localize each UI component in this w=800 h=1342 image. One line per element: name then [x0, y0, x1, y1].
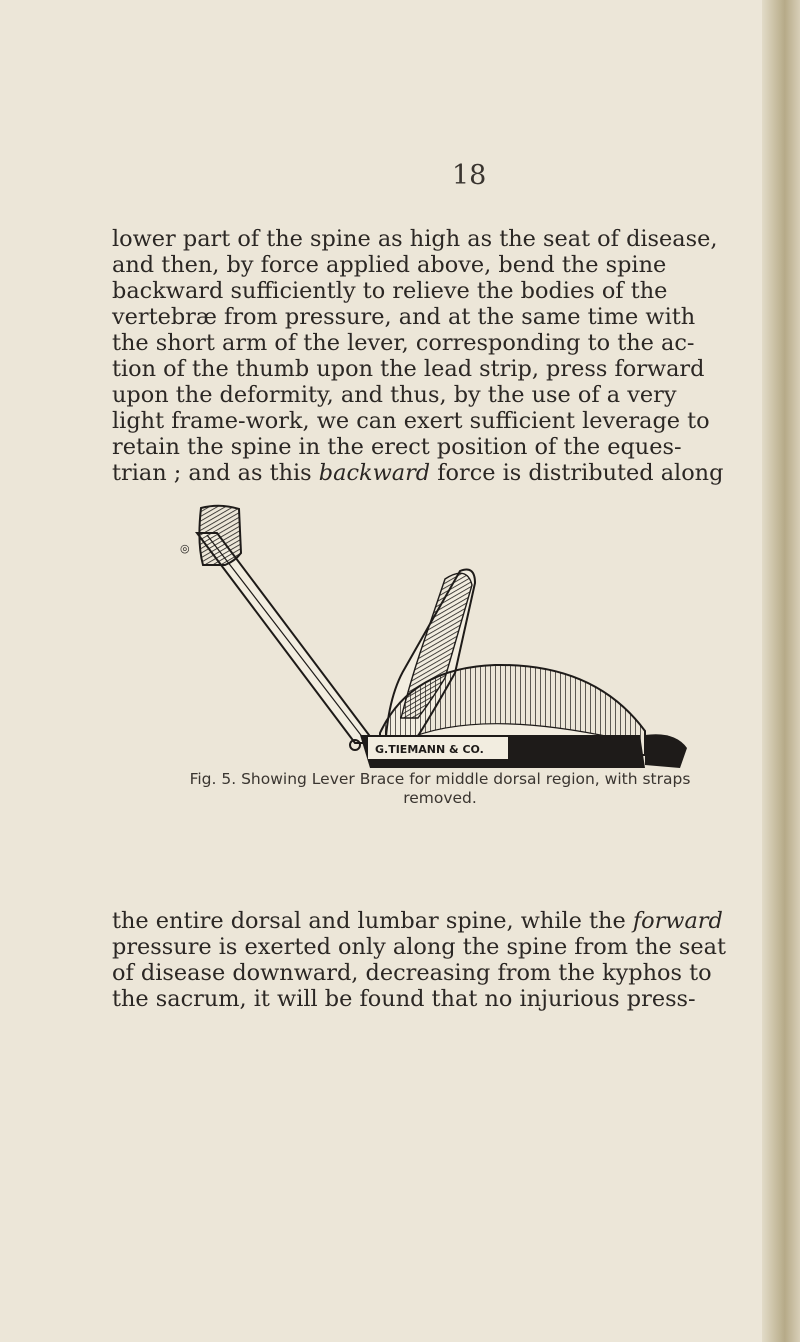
line-text: trian ; and as this: [112, 460, 319, 486]
paragraph-2: [112, 908, 727, 1012]
emphasis-forward: forward: [632, 908, 723, 934]
paragraph-1-last-line: [112, 460, 724, 486]
page-number: 18: [452, 160, 487, 191]
lever-brace-engraving: [175, 503, 695, 768]
paragraph-1-line: tion of the thumb upon the lead strip, press forward: [112, 356, 705, 382]
paragraph-2-line: of disease downward, decreasing from the kyphos to: [112, 960, 712, 986]
figure-caption: [160, 770, 720, 808]
lever-brace-figure: [175, 503, 695, 768]
caption-line: removed.: [403, 789, 477, 807]
upper-left-pad: [199, 506, 241, 565]
emphasis-backward: backward: [318, 460, 431, 486]
paragraph-1-line: vertebræ from pressure, and at the same time with: [112, 304, 696, 330]
paragraph-1-line: and then, by force applied above, bend the spine: [112, 252, 667, 278]
paragraph-1-line: retain the spine in the erect position of the eques-: [112, 434, 682, 460]
page-edge-shadow: [762, 0, 800, 1342]
line-text: the entire dorsal and lumbar spine, while the: [112, 908, 633, 934]
caption-line: Fig. 5. Showing Lever Brace for middle dorsal region, with straps: [189, 770, 691, 788]
paragraph-1: [112, 226, 724, 486]
svg-text:◎: ◎: [180, 542, 190, 555]
paragraph-1-line: backward sufficiently to relieve the bodies of the: [112, 278, 668, 304]
paragraph-1-line: light frame-work, we can exert sufficient leverage to: [112, 408, 710, 434]
paragraph-1-line: lower part of the spine as high as the seat of disease,: [112, 226, 718, 252]
paragraph-2-line: pressure is exerted only along the spine from the seat: [112, 934, 727, 960]
paragraph-1-line: upon the deformity, and thus, by the use of a very: [112, 382, 677, 408]
paragraph-2-line: the sacrum, it will be found that no injurious press-: [112, 986, 696, 1012]
paragraph-2-first-line: [112, 908, 723, 934]
maker-label: G.TIEMANN & CO.: [375, 743, 484, 756]
right-buckle: [645, 734, 687, 768]
line-text: force is distributed along: [430, 460, 724, 486]
paragraph-1-line: the short arm of the lever, corresponding to the ac-: [112, 330, 695, 356]
